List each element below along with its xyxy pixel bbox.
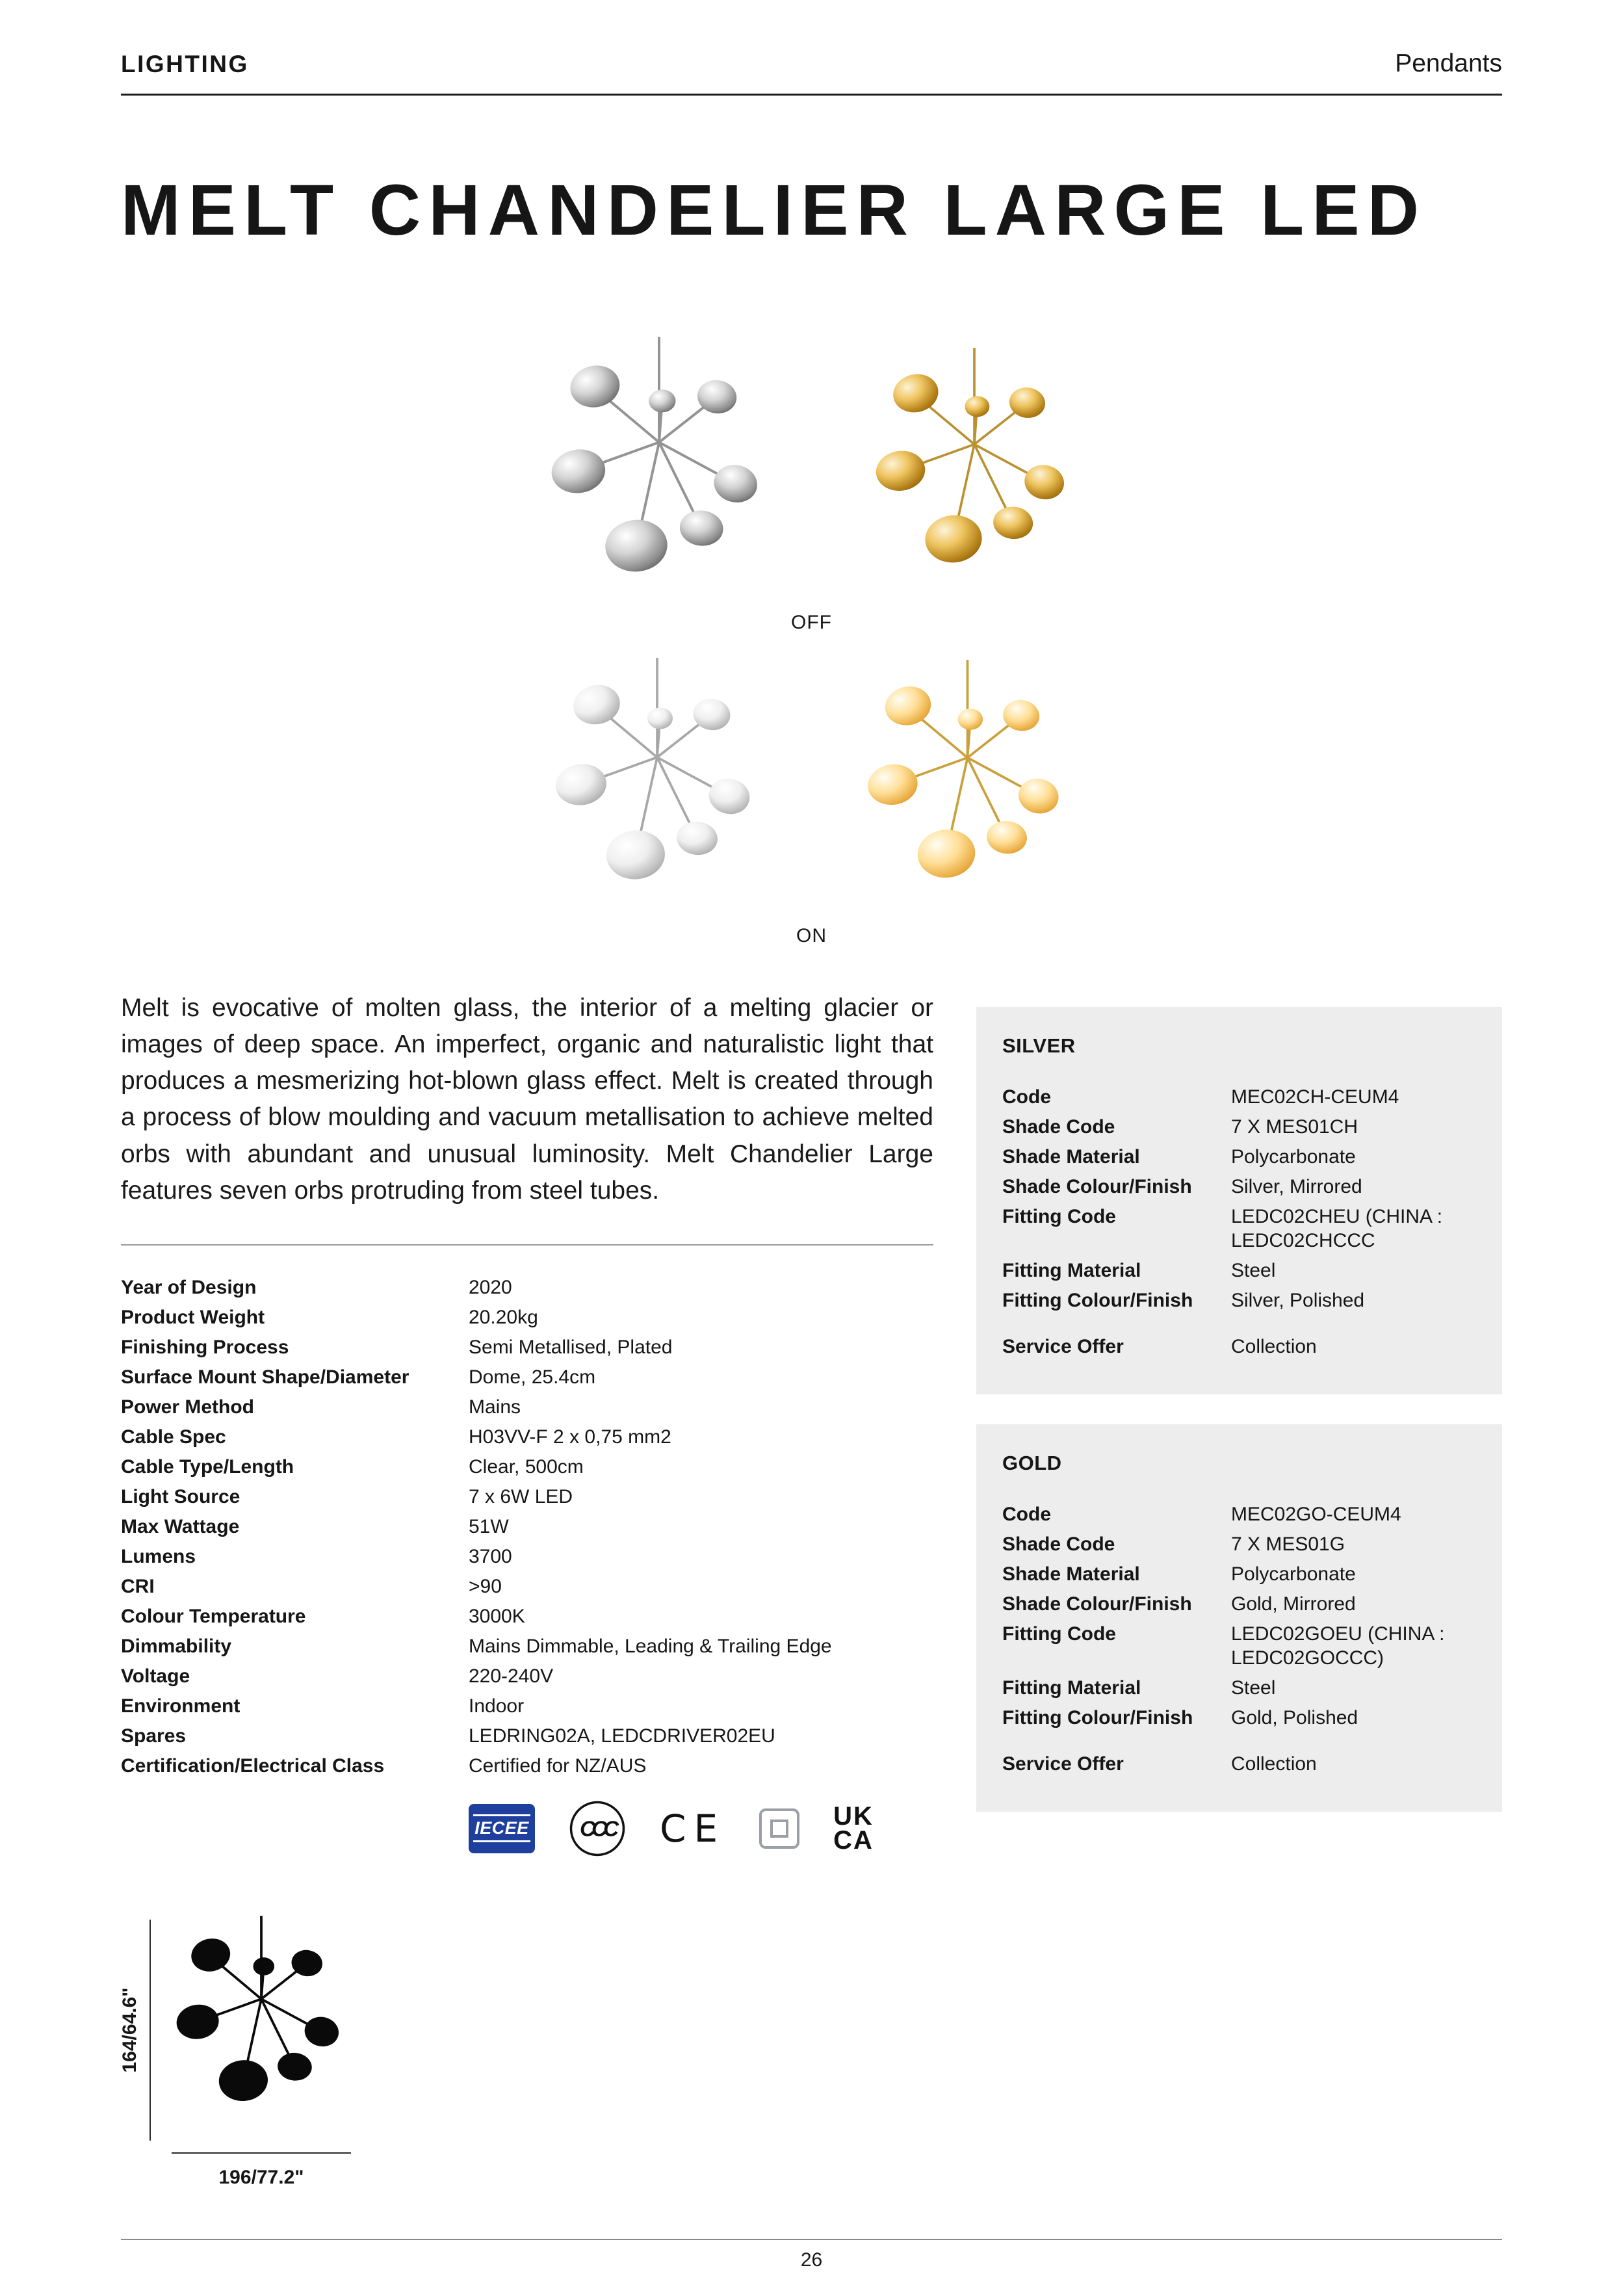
variant-spec-value: MEC02CH-CEUM4 — [1231, 1086, 1399, 1108]
service-offer-label: Service Offer — [1002, 1753, 1124, 1775]
variant-spec-value: Polycarbonate — [1231, 1146, 1356, 1168]
spec-label: Cable Type/Length — [121, 1455, 294, 1478]
variant-spec-label: Shade Material — [1002, 1563, 1140, 1585]
variant-box-gold — [976, 1424, 1502, 1812]
ukca-bottom-label: CA — [833, 1825, 874, 1855]
variant-spec-value: Steel — [1231, 1677, 1276, 1699]
spec-label: CRI — [121, 1575, 155, 1597]
right-column — [976, 1007, 1502, 1842]
variant-spec-label: Shade Code — [1002, 1533, 1115, 1555]
spec-value: 3000K — [469, 1605, 525, 1627]
product-images — [121, 330, 1502, 956]
spec-label: Year of Design — [121, 1276, 257, 1298]
service-offer-row — [1002, 1752, 1476, 1776]
spec-value: >90 — [469, 1575, 502, 1597]
iecee-mark-icon — [469, 1804, 535, 1853]
spec-value: 2020 — [469, 1276, 512, 1298]
spec-value: Clear, 500cm — [469, 1455, 584, 1478]
variant-spec-value: MEC02GO-CEUM4 — [1231, 1504, 1401, 1525]
spec-row — [121, 1277, 933, 1298]
spec-label: Lumens — [121, 1545, 196, 1567]
spec-row — [121, 1636, 933, 1657]
variant-spec-row — [1002, 1622, 1476, 1670]
ce-mark-icon: CE — [660, 1806, 726, 1851]
chandelier-silhouette-image — [172, 1916, 351, 2120]
variant-spec-label: Code — [1002, 1086, 1051, 1108]
spec-value: Certified for NZ/AUS — [469, 1755, 647, 1777]
service-offer-row — [1002, 1335, 1476, 1359]
section-label: LIGHTING — [121, 51, 249, 77]
spec-label: Voltage — [121, 1665, 190, 1687]
class-ii-inner-square — [770, 1820, 788, 1838]
spec-row — [121, 1337, 933, 1358]
variant-spec-row — [1002, 1115, 1476, 1139]
spec-value: LEDRING02A, LEDCDRIVER02EU — [469, 1725, 775, 1747]
variant-spec-label: Fitting Code — [1002, 1623, 1116, 1645]
variant-spec-value: Gold, Mirrored — [1231, 1593, 1356, 1615]
variant-spec-row — [1002, 1502, 1476, 1526]
svg-text:CCC: CCC — [580, 1817, 615, 1842]
figure-gold-off — [870, 348, 1078, 584]
content-columns — [121, 990, 1502, 2199]
category-label: Pendants — [1395, 49, 1502, 77]
variant-rows — [1002, 1502, 1476, 1730]
spec-row — [121, 1396, 933, 1418]
spec-row — [121, 1576, 933, 1597]
variant-spec-value: Polycarbonate — [1231, 1563, 1356, 1585]
chandelier-silver-off-image — [545, 337, 773, 595]
variant-spec-value: LEDC02CHEU (CHINA : LEDC02CHCCC — [1231, 1206, 1443, 1251]
spec-label: Dimmability — [121, 1635, 232, 1657]
spec-row — [121, 1546, 933, 1567]
spec-row — [121, 1695, 933, 1717]
figure-silver-off — [545, 337, 773, 595]
width-dimension-line — [172, 2152, 351, 2154]
spec-row — [121, 1426, 933, 1448]
variant-spec-value: 7 X MES01G — [1231, 1533, 1345, 1555]
variant-spec-label: Shade Material — [1002, 1146, 1140, 1168]
variant-spec-row — [1002, 1532, 1476, 1556]
spec-label: Product Weight — [121, 1306, 265, 1328]
images-row-on — [550, 643, 1073, 916]
variant-spec-label: Code — [1002, 1504, 1051, 1525]
variant-spec-row — [1002, 1706, 1476, 1730]
variant-spec-value: Silver, Mirrored — [1231, 1176, 1362, 1197]
spec-value: 7 x 6W LED — [469, 1485, 573, 1507]
variant-spec-label: Shade Code — [1002, 1116, 1115, 1138]
ukca-mark-icon — [833, 1802, 874, 1855]
ccc-mark-icon — [569, 1800, 626, 1857]
variant-spec-value: LEDC02GOEU (CHINA : LEDC02GOCCC) — [1231, 1623, 1445, 1669]
spec-row — [121, 1366, 933, 1388]
figure-gold-on — [862, 660, 1073, 900]
spec-label: Spares — [121, 1725, 187, 1747]
variant-spec-row — [1002, 1562, 1476, 1586]
spec-value: Indoor — [469, 1695, 525, 1717]
spec-value: 220-240V — [469, 1665, 554, 1687]
figure-silver-on — [550, 658, 764, 902]
variant-spec-label: Shade Colour/Finish — [1002, 1176, 1192, 1197]
spec-label: Light Source — [121, 1485, 240, 1507]
spec-value: H03VV-F 2 x 0,75 mm2 — [469, 1426, 671, 1448]
variant-spec-value: Steel — [1231, 1260, 1276, 1281]
left-column — [121, 990, 933, 2199]
spec-row — [121, 1516, 933, 1537]
spec-value: Mains — [469, 1396, 521, 1418]
variant-spec-label: Shade Colour/Finish — [1002, 1593, 1192, 1615]
images-row-off — [545, 330, 1078, 603]
certification-marks — [469, 1799, 933, 1859]
spec-row — [121, 1456, 933, 1478]
product-title: MELT CHANDELIER LARGE LED — [121, 170, 1427, 250]
spec-label: Environment — [121, 1695, 240, 1717]
iecee-label: IECEE — [473, 1814, 530, 1842]
variant-spec-label: Fitting Code — [1002, 1206, 1116, 1227]
page-footer — [121, 2239, 1502, 2271]
variant-spec-label: Fitting Material — [1002, 1677, 1141, 1699]
spec-label: Power Method — [121, 1396, 255, 1418]
spec-value: 51W — [469, 1515, 509, 1537]
service-offer-label: Service Offer — [1002, 1336, 1124, 1357]
variant-box-silver — [976, 1007, 1502, 1394]
service-offer-value: Collection — [1231, 1336, 1317, 1357]
page-number: 26 — [800, 2249, 823, 2271]
spec-label: Cable Spec — [121, 1426, 226, 1448]
spec-value: 20.20kg — [469, 1306, 538, 1328]
height-dimension-label: 164/64.6" — [119, 1987, 140, 2073]
spec-row — [121, 1725, 933, 1747]
variant-spec-label: Fitting Colour/Finish — [1002, 1290, 1193, 1311]
spec-value: 3700 — [469, 1545, 512, 1567]
product-description: Melt is evocative of molten glass, the interior of a melting glacier or images of deep space. An imperfect, organic and naturalistic light that produces a mesmerizing hot-blown glass effect. Melt is created through a process of blow moulding and vacuum metallisation to achieve melted orbs with abundant and unusual luminosity. Melt Chandelier Large features seven orbs protruding from steel tubes. — [121, 994, 933, 1205]
variant-spec-row — [1002, 1085, 1476, 1109]
spec-label: Finishing Process — [121, 1336, 289, 1358]
chandelier-gold-on-image — [862, 660, 1073, 900]
spec-row — [121, 1486, 933, 1507]
off-state-label: OFF — [791, 612, 832, 633]
service-offer-value: Collection — [1231, 1753, 1317, 1775]
class-ii-double-insulated-icon — [759, 1808, 799, 1849]
variant-spec-row — [1002, 1259, 1476, 1283]
variant-title: SILVER — [1002, 1034, 1076, 1057]
variant-spec-row — [1002, 1205, 1476, 1253]
variant-spec-value: Silver, Polished — [1231, 1290, 1365, 1311]
spec-value: Mains Dimmable, Leading & Trailing Edge — [469, 1635, 832, 1657]
variant-spec-value: Gold, Polished — [1231, 1707, 1358, 1729]
spec-value: Dome, 25.4cm — [469, 1366, 596, 1388]
variant-rows — [1002, 1085, 1476, 1312]
variant-spec-row — [1002, 1145, 1476, 1169]
spec-label: Surface Mount Shape/Diameter — [121, 1366, 409, 1388]
height-dimension-line — [149, 1920, 151, 2141]
header-rule — [121, 94, 1502, 96]
variant-spec-row — [1002, 1288, 1476, 1312]
spec-value: Semi Metallised, Plated — [469, 1336, 673, 1358]
spec-label: Certification/Electrical Class — [121, 1755, 385, 1777]
variant-spec-row — [1002, 1592, 1476, 1616]
variant-spec-label: Fitting Material — [1002, 1260, 1141, 1281]
variant-spec-row — [1002, 1175, 1476, 1199]
spec-list — [121, 1277, 933, 1777]
on-state-label: ON — [796, 925, 827, 946]
chandelier-silver-on-image — [550, 658, 764, 902]
variant-title: GOLD — [1002, 1452, 1062, 1474]
variant-spec-label: Fitting Colour/Finish — [1002, 1707, 1193, 1729]
spec-row — [121, 1606, 933, 1627]
ukca-top-label: UK — [833, 1802, 874, 1831]
description-rule — [121, 1244, 933, 1246]
variant-spec-value: 7 X MES01CH — [1231, 1116, 1358, 1138]
spec-label: Max Wattage — [121, 1515, 240, 1537]
spec-row — [121, 1755, 933, 1777]
page-header — [121, 0, 1502, 78]
chandelier-gold-off-image — [870, 348, 1078, 584]
width-dimension-label: 196/77.2" — [218, 2166, 304, 2188]
spec-row — [121, 1665, 933, 1687]
variant-spec-row — [1002, 1676, 1476, 1700]
dimension-diagram — [121, 1916, 511, 2199]
spec-row — [121, 1307, 933, 1328]
spec-label: Colour Temperature — [121, 1605, 306, 1627]
